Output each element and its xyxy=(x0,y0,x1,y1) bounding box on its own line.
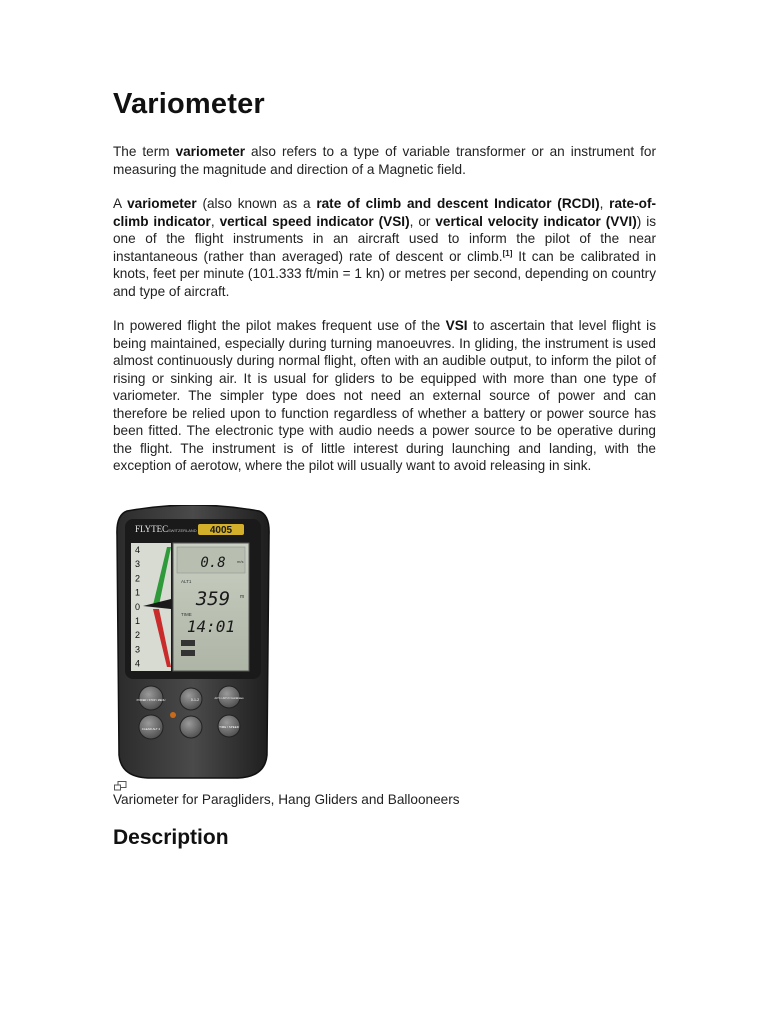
usage-paragraph xyxy=(113,317,656,475)
scale-label: 1 xyxy=(135,616,141,626)
alt-label: ALT1 xyxy=(181,579,192,584)
bold-term: vertical velocity indicator (VVI) xyxy=(435,213,637,229)
alt-button-label: ALT 1 / ALT 2 / Coordinates xyxy=(214,697,244,700)
scale-label: 4 xyxy=(135,545,141,555)
text: It can be calibrated in knots, feet per minute (101.333 ft/min = 1 kn) or metres per second, depending on country and type of aircraft. xyxy=(113,248,657,299)
scale-label: 4 xyxy=(135,658,141,669)
text: (also known as a xyxy=(196,196,317,211)
audio-icon xyxy=(181,650,195,656)
definition-paragraph xyxy=(113,195,656,300)
bold-term: rate of climb and descent Indicator (RCDI) xyxy=(316,196,600,211)
brand-sub-label: SWITZERLAND xyxy=(168,528,197,533)
enlarge-icon[interactable] xyxy=(114,781,127,791)
vario-unit: m/s xyxy=(237,559,244,564)
text: , xyxy=(599,196,610,211)
text: In powered flight the pilot makes frequent use of the xyxy=(113,318,446,333)
volume-button-label: 0-1-2 xyxy=(190,698,200,702)
model-label: 4005 xyxy=(209,525,233,536)
text: A xyxy=(113,196,128,211)
scale-label: 3 xyxy=(135,644,141,655)
text: The term xyxy=(113,144,176,159)
scale-label: 3 xyxy=(135,559,141,570)
variometer-device-image xyxy=(113,505,273,780)
text: ) is one of the flight instruments in an aircraft used to inform the pilot of the near instantaneous (rather than averaged) rate of descent or climb. xyxy=(113,213,657,264)
section-heading: Description xyxy=(113,826,229,849)
text: , xyxy=(210,213,220,229)
bold-term: vertical speed indicator (VSI) xyxy=(219,213,410,229)
text: to ascertain that level flight is being maintained, especially during turning manoeuvres. In gliding, the instrument is used almost continuously during normal flight, often with an audible output, to inform the pilot of rising or sinking air. It is usual for gliders to be equipped with more than one type of variometer. The simpler type does not need an external source of power and can therefore be relied upon to function regardless of whether a battery or power source has been fitted. The electronic type with audio needs a power source to be operative during the flight. The instrument is of little interest during launching and landing, with the exception of aerotow, where the pilot will usually want to avoid releasing in sink. xyxy=(113,318,656,473)
power-button-label: POWER / STOP / MENU xyxy=(136,699,166,702)
led-indicator xyxy=(170,712,176,718)
audio-icon xyxy=(181,640,195,646)
bold-term: rate-of-climb indicator xyxy=(113,196,656,229)
vario-reading: 0.8 xyxy=(200,555,226,571)
figure-caption: Variometer for Paragliders, Hang Gliders and Ballooneers xyxy=(113,792,460,807)
scale-labels xyxy=(135,545,140,669)
alt-reading: 359 xyxy=(195,588,231,610)
time-label: TIME xyxy=(181,612,192,617)
alt-unit: m xyxy=(240,594,245,600)
time-reading: 14:01 xyxy=(186,617,236,636)
bold-term: variometer xyxy=(127,196,197,211)
power-button xyxy=(139,686,163,710)
bold-term: variometer xyxy=(175,144,246,159)
scale-label: 1 xyxy=(135,587,141,598)
scale-label: 0 xyxy=(135,601,141,612)
intro-paragraph xyxy=(113,143,656,178)
time-button-label: TIME / SPEED xyxy=(219,725,239,729)
bold-term: VSI xyxy=(445,318,468,333)
clear-button-label: CLEAR ALT 2 xyxy=(141,727,161,731)
text: also refers to a type of variable transformer or an instrument for measuring the magnitude and direction of a Magnetic field. xyxy=(113,144,656,177)
scale-label: 2 xyxy=(135,630,141,641)
brand-label: FLYTEC xyxy=(135,524,169,534)
mute-button xyxy=(180,716,202,738)
scale-label: 2 xyxy=(135,573,141,584)
page-title: Variometer xyxy=(113,88,265,120)
text: , or xyxy=(409,213,436,229)
reference-link[interactable]: [1] xyxy=(502,248,513,258)
